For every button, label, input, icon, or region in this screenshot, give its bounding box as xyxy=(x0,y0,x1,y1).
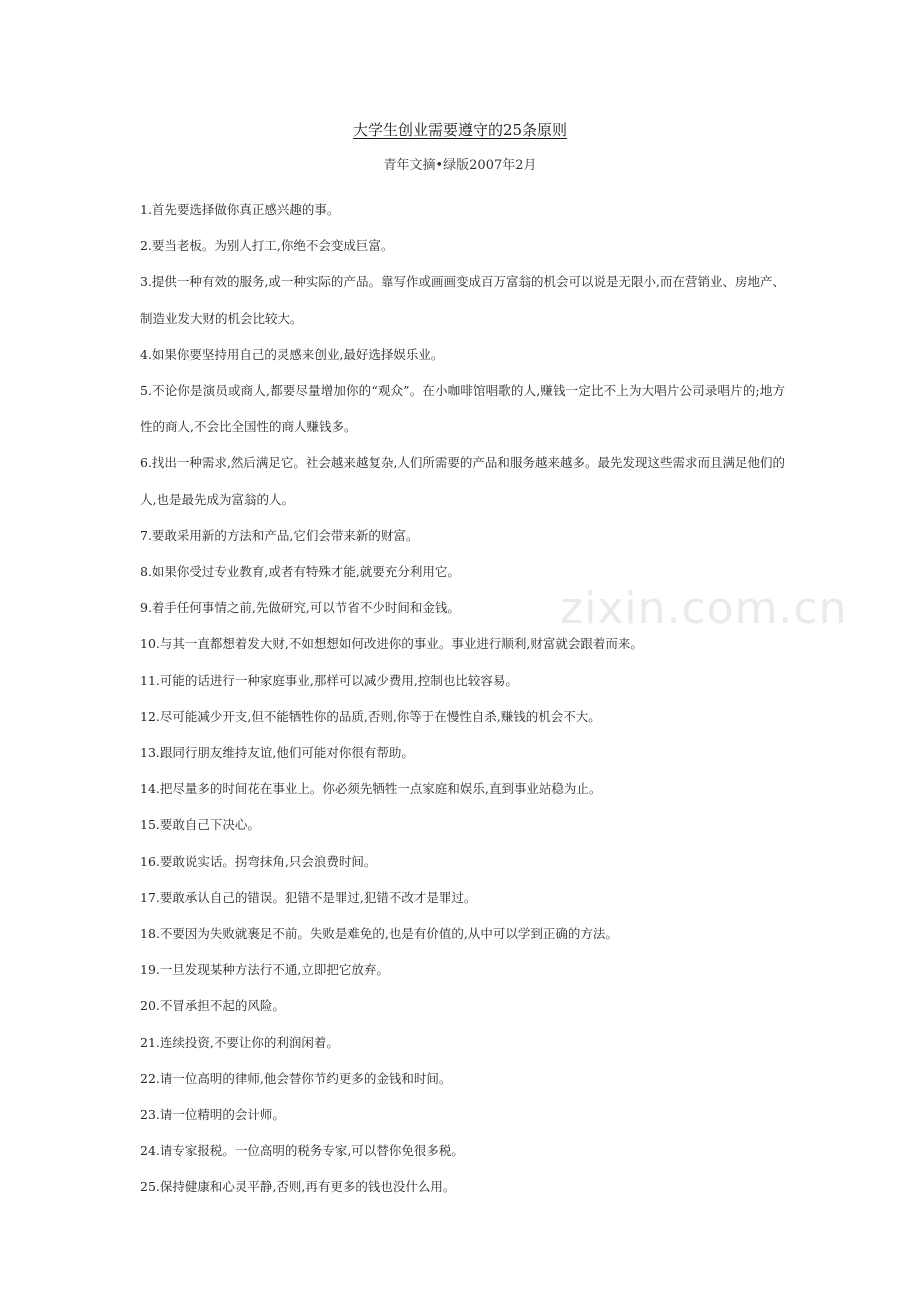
principle-item: 4.如果你要坚持用自己的灵感来创业,最好选择娱乐业。 xyxy=(140,346,444,362)
principle-item: 10.与其一直都想着发大财,不如想想如何改进你的事业。事业进行顺利,财富就会跟着而来。 xyxy=(140,636,643,652)
principle-item: 3.提供一种有效的服务,或一种实际的产品。靠写作或画画变成百万富翁的机会可以说是无限小,而在营销业、房地产、制造业发大财的机会比较大。 xyxy=(140,274,785,326)
principle-item: 9.着手任何事情之前,先做研究,可以节省不少时间和金钱。 xyxy=(140,600,460,616)
principle-item: 22.请一位高明的律师,他会替你节约更多的金钱和时间。 xyxy=(140,1070,452,1086)
principle-item: 19.一旦发现某种方法行不通,立即把它放弃。 xyxy=(140,962,389,978)
watermark-text: zixin.com.cn xyxy=(560,583,848,634)
principle-item: 13.跟同行朋友维持友谊,他们可能对你很有帮助。 xyxy=(140,745,414,761)
document-source-line: 青年文摘•绿版2007年2月 xyxy=(383,158,537,173)
principle-item: 12.尽可能减少开支,但不能牺牲你的品质,否则,你等于在慢性自杀,赚钱的机会不大。 xyxy=(140,708,601,724)
principle-item: 7.要敢采用新的方法和产品,它们会带来新的财富。 xyxy=(140,527,419,543)
principle-item: 18.不要因为失败就裹足不前。失败是难免的,也是有价值的,从中可以学到正确的方法。 xyxy=(140,926,618,942)
principle-item: 25.保持健康和心灵平静,否则,再有更多的钱也没什么用。 xyxy=(140,1179,456,1195)
principle-item: 24.请专家报税。一位高明的税务专家,可以替你免很多税。 xyxy=(140,1143,464,1159)
document-title: 大学生创业需要遵守的25条原则 xyxy=(352,121,568,139)
principle-item: 8.如果你受过专业教育,或者有特殊才能,就要充分利用它。 xyxy=(140,564,460,580)
principle-item: 20.不冒承担不起的风险。 xyxy=(140,998,285,1014)
principle-item: 16.要敢说实话。拐弯抹角,只会浪费时间。 xyxy=(140,853,377,869)
principle-item: 6.找出一种需求,然后满足它。社会越来越复杂,人们所需要的产品和服务越来越多。最先发现这些需求而且满足他们的人,也是最先成为富翁的人。 xyxy=(140,455,785,507)
principle-item: 2.要当老板。为别人打工,你绝不会变成巨富。 xyxy=(140,238,394,254)
principle-item: 14.把尽量多的时间花在事业上。你必须先牺牲一点家庭和娱乐,直到事业站稳为止。 xyxy=(140,781,602,797)
principle-item: 23.请一位精明的会计师。 xyxy=(140,1107,285,1123)
principle-item: 17.要敢承认自己的错误。犯错不是罪过,犯错不改才是罪过。 xyxy=(140,889,477,905)
principles-list xyxy=(140,192,785,1206)
principle-item: 15.要敢自己下决心。 xyxy=(140,817,260,833)
principle-item: 1.首先要选择做你真正感兴趣的事。 xyxy=(140,202,340,217)
principle-item: 21.连续投资,不要让你的利润闲着。 xyxy=(140,1034,339,1050)
principle-item: 5.不论你是演员或商人,都要尽量增加你的“观众”。在小咖啡馆唱歌的人,赚钱一定比不上为大唱片公司录唱片的;地方性的商人,不会比全国性的商人赚钱多。 xyxy=(140,383,785,435)
principle-item: 11.可能的话进行一种家庭事业,那样可以减少费用,控制也比较容易。 xyxy=(140,672,518,688)
